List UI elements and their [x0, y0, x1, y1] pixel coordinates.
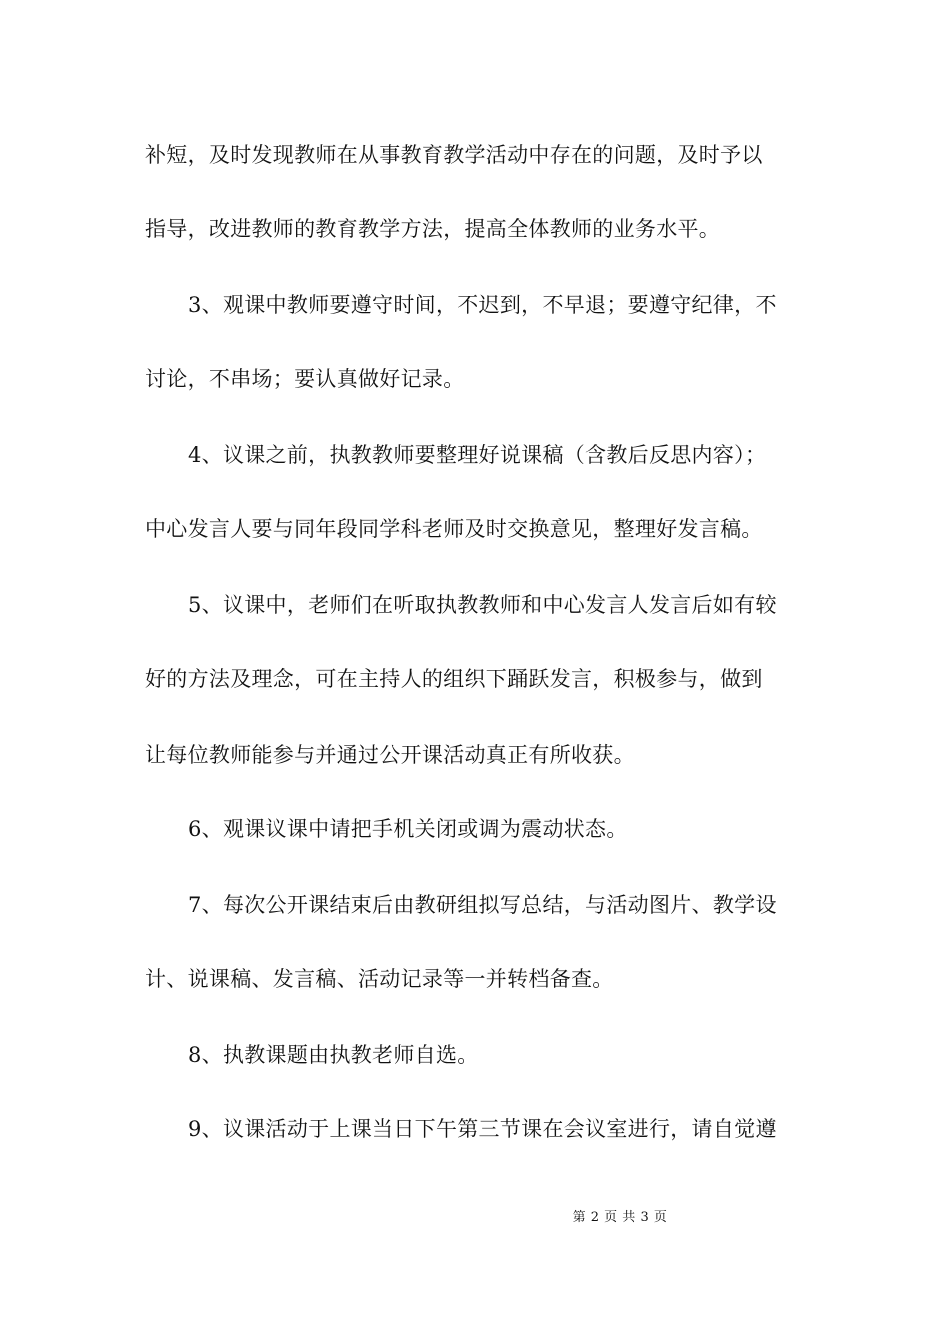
text-line: 6、观课议课中请把手机关闭或调为震动状态。 [188, 817, 628, 841]
text-line: 计、说课稿、发言稿、活动记录等一并转档备查。 [145, 967, 614, 991]
text-line: 8、执教课题由执教老师自选。 [188, 1043, 479, 1067]
text-line: 3、观课中教师要遵守时间，不迟到，不早退；要遵守纪律，不 [188, 293, 777, 317]
text-line: 中心发言人要与同年段同学科老师及时交换意见，整理好发言稿。 [145, 517, 763, 541]
text-line: 4、议课之前，执教教师要整理好说课稿（含教后反思内容）； [188, 443, 767, 467]
text-line: 指导，改进教师的教育教学方法，提高全体教师的业务水平。 [145, 217, 721, 241]
text-line: 让每位教师能参与并通过公开课活动真正有所收获。 [145, 743, 635, 767]
text-line: 补短，及时发现教师在从事教育教学活动中存在的问题，及时予以 [145, 143, 763, 167]
text-line: 7、每次公开课结束后由教研组拟写总结，与活动图片、教学设 [188, 893, 777, 917]
page-footer: 第 2 页 共 3 页 [572, 1210, 668, 1225]
text-line: 9、议课活动于上课当日下午第三节课在会议室进行，请自觉遵 [188, 1117, 777, 1141]
text-line: 好的方法及理念，可在主持人的组织下踊跃发言，积极参与，做到 [145, 667, 763, 691]
text-line: 讨论，不串场；要认真做好记录。 [145, 367, 465, 391]
text-line: 5、议课中，老师们在听取执教教师和中心发言人发言后如有较 [188, 593, 777, 617]
